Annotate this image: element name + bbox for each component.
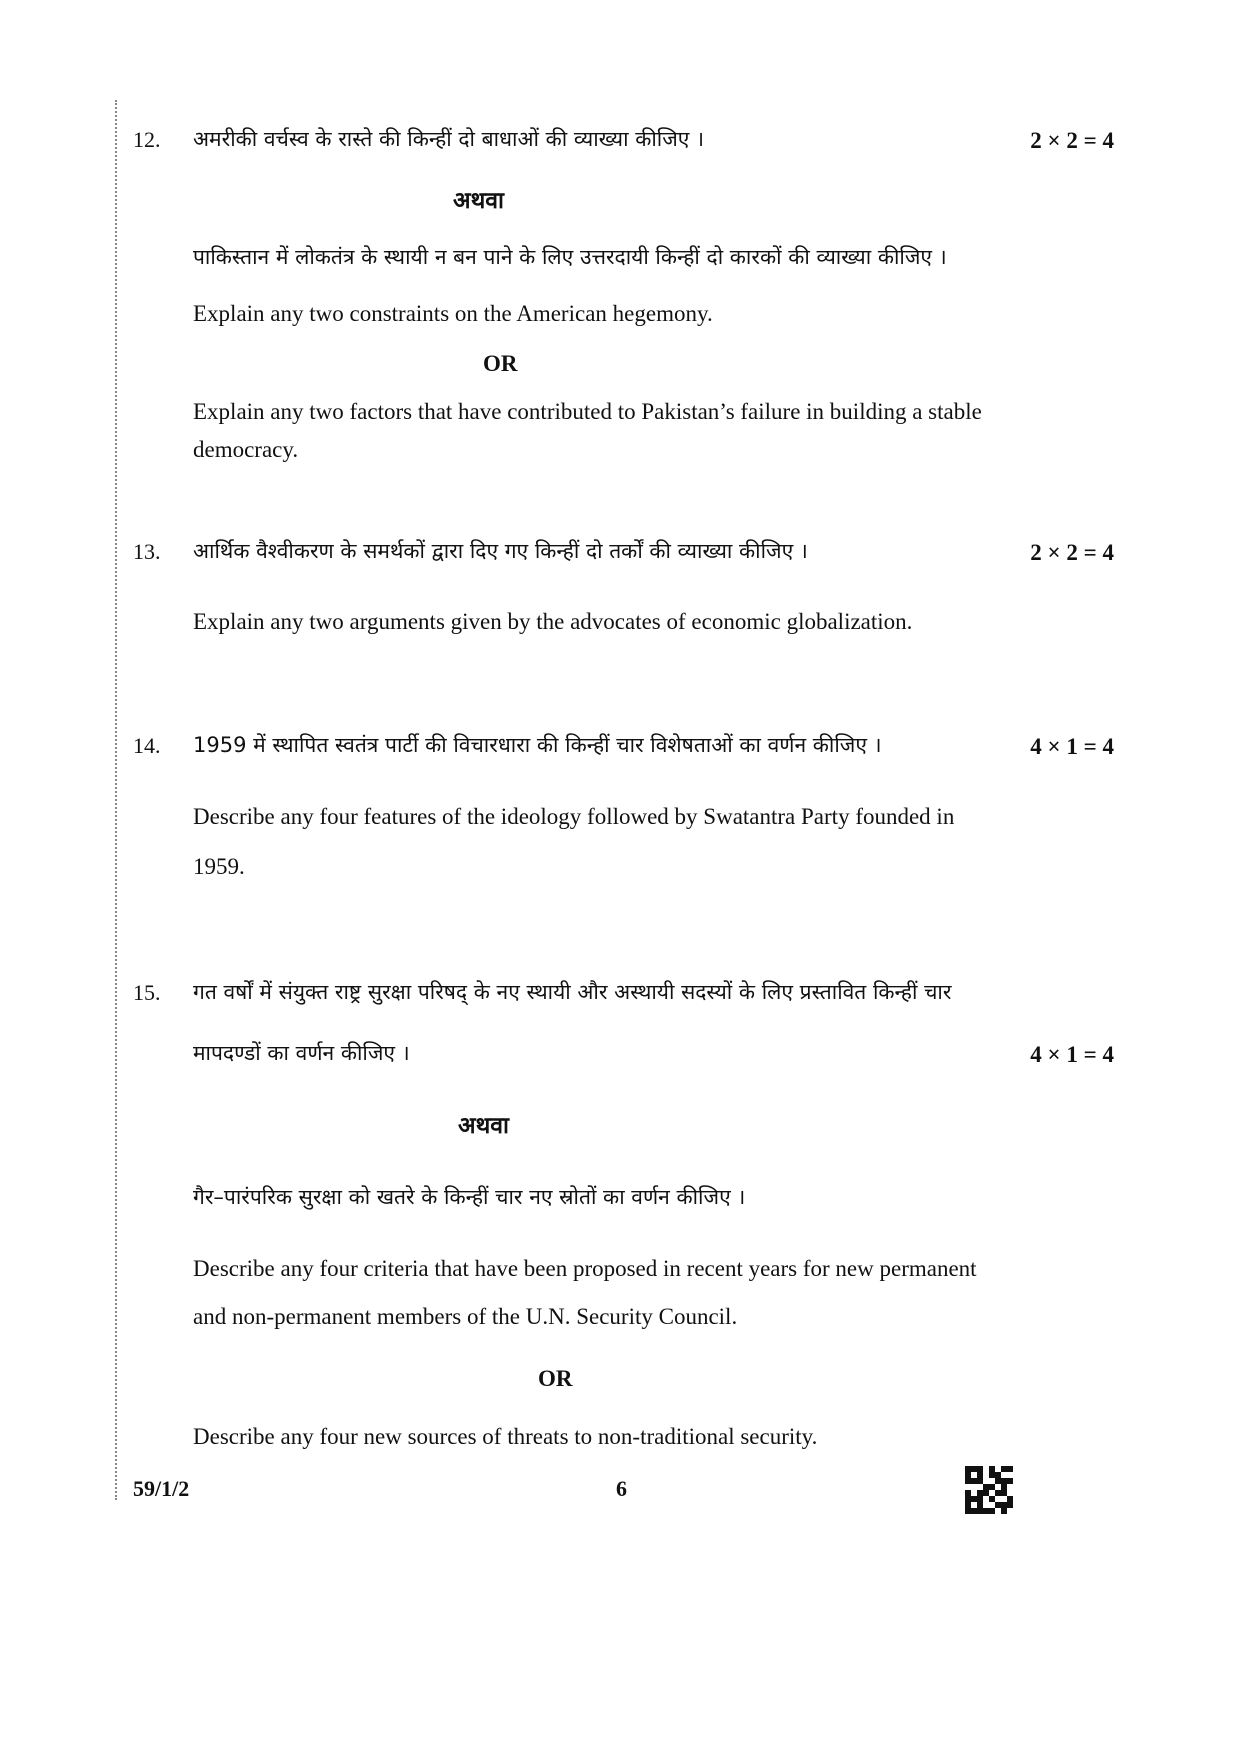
margin-dotted-line bbox=[115, 100, 117, 1500]
q15-hindi-question-line1: गत वर्षों में संयुक्त राष्ट्र सुरक्षा परिषद् के नए स्थायी और अस्थायी सदस्यों के लिए प्रस्तावित किन्हीं चार bbox=[193, 980, 952, 1004]
q12-marks: 2 × 2 = 4 bbox=[1030, 128, 1114, 153]
q14-english-question-line2: 1959. bbox=[193, 854, 245, 879]
q13-marks: 2 × 2 = 4 bbox=[1030, 540, 1114, 565]
q15-english-question-line1: Describe any four criteria that have been proposed in recent years for new permanent bbox=[193, 1256, 977, 1281]
q14-hindi-question: 1959 में स्थापित स्वतंत्र पार्टी की विचारधारा की किन्हीं चार विशेषताओं का वर्णन कीजिए । bbox=[193, 733, 882, 757]
q15-english-or: OR bbox=[538, 1366, 573, 1391]
page-number: 6 bbox=[616, 1476, 627, 1501]
q13-hindi-question: आर्थिक वैश्वीकरण के समर्थकों द्वारा दिए गए किन्हीं दो तर्कों की व्याख्या कीजिए । bbox=[193, 539, 808, 563]
q15-marks: 4 × 1 = 4 bbox=[1030, 1042, 1114, 1067]
qr-code-icon bbox=[965, 1466, 1013, 1514]
paper-code: 59/1/2 bbox=[133, 1476, 190, 1501]
q15-english-alternative: Describe any four new sources of threats to non-traditional security. bbox=[193, 1424, 818, 1449]
q15-english-question-line2: and non-permanent members of the U.N. Security Council. bbox=[193, 1304, 738, 1329]
q12-english-alternative-line1: Explain any two factors that have contributed to Pakistan’s failure in building a stable bbox=[193, 399, 982, 424]
q12-english-question: Explain any two constraints on the American hegemony. bbox=[193, 301, 713, 326]
q15-hindi-or: अथवा bbox=[458, 1113, 510, 1139]
q15-hindi-question-line2: मापदण्डों का वर्णन कीजिए । bbox=[193, 1041, 410, 1065]
q13-number: 13. bbox=[133, 539, 161, 564]
q14-marks: 4 × 1 = 4 bbox=[1030, 734, 1114, 759]
q12-english-or: OR bbox=[483, 351, 518, 376]
q12-hindi-question: अमरीकी वर्चस्व के रास्ते की किन्हीं दो बाधाओं की व्याख्या कीजिए । bbox=[193, 127, 705, 151]
q15-hindi-alternative: गैर–पारंपरिक सुरक्षा को खतरे के किन्हीं चार नए स्रोतों का वर्णन कीजिए । bbox=[193, 1185, 746, 1209]
q12-number: 12. bbox=[133, 127, 161, 152]
q14-english-question-line1: Describe any four features of the ideology followed by Swatantra Party founded in bbox=[193, 804, 955, 829]
q15-number: 15. bbox=[133, 980, 161, 1005]
q14-number: 14. bbox=[133, 733, 161, 758]
q12-hindi-alternative: पाकिस्तान में लोकतंत्र के स्थायी न बन पाने के लिए उत्तरदायी किन्हीं दो कारकों की व्याख्या कीजिए । bbox=[193, 245, 947, 269]
q12-hindi-or: अथवा bbox=[453, 188, 505, 214]
q13-english-question: Explain any two arguments given by the advocates of economic globalization. bbox=[193, 609, 913, 634]
q12-english-alternative-line2: democracy. bbox=[193, 437, 299, 462]
